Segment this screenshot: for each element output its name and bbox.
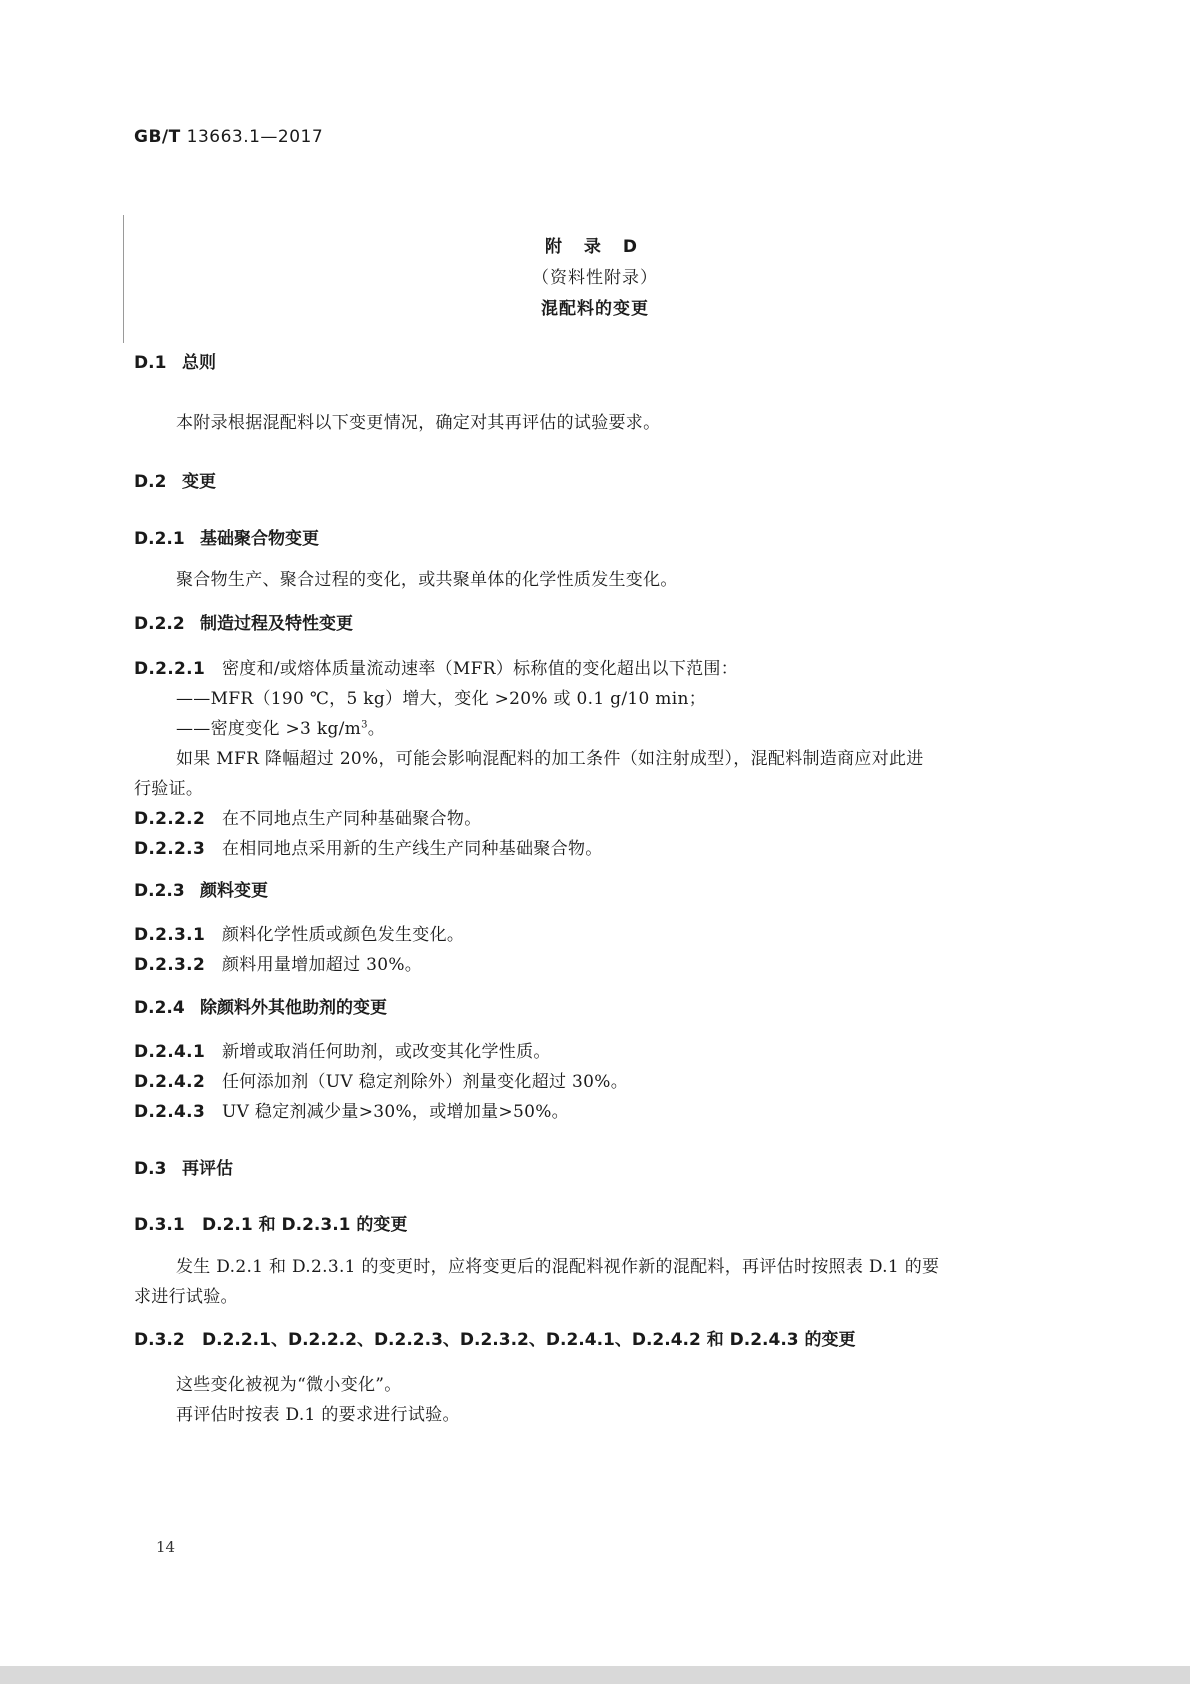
paragraph-d32-line1: 这些变化被视为“微小变化”。 xyxy=(176,1375,402,1395)
section-heading-d31 xyxy=(134,1210,407,1235)
section-number: D.2.2 xyxy=(134,614,185,634)
dash-item-density xyxy=(176,714,385,739)
dash-item-mfr: ——MFR（190 ℃，5 kg）增大，变化 >20% 或 0.1 g/10 min； xyxy=(176,689,707,709)
section-heading-d21 xyxy=(134,524,319,549)
item-number: D.2.4.2 xyxy=(134,1072,206,1092)
dash-item-text: ——密度变化 >3 kg/m xyxy=(176,719,362,739)
page-number: 14 xyxy=(156,1538,176,1556)
paragraph-mfr-note-line1: 如果 MFR 降幅超过 20%，可能会影响混配料的加工条件（如注射成型），混配料制造商应对此进 xyxy=(176,749,924,769)
annex-type: （资料性附录） xyxy=(532,268,658,288)
item-d243 xyxy=(134,1097,569,1122)
bottom-band xyxy=(0,1666,1190,1684)
item-number: D.2.3.1 xyxy=(134,925,206,945)
section-number: D.2.4 xyxy=(134,998,185,1018)
section-heading-d24 xyxy=(134,993,387,1018)
item-text: 密度和/或熔体质量流动速率（MFR）标称值的变化超出以下范围： xyxy=(222,659,739,679)
item-d221 xyxy=(134,654,738,679)
section-title: 颜料变更 xyxy=(200,881,268,901)
item-number: D.2.2.1 xyxy=(134,659,206,679)
item-d222 xyxy=(134,804,482,829)
section-title: D.2.1 和 D.2.3.1 的变更 xyxy=(202,1215,408,1235)
standard-prefix: GB/T xyxy=(134,127,181,147)
item-d241 xyxy=(134,1037,551,1062)
section-number: D.2 xyxy=(134,472,167,492)
section-title: 总则 xyxy=(182,353,216,373)
section-number: D.3.2 xyxy=(134,1330,185,1350)
section-heading-d32 xyxy=(134,1325,856,1350)
section-number: D.3.1 xyxy=(134,1215,185,1235)
item-d223 xyxy=(134,834,603,859)
item-text: 新增或取消任何助剂，或改变其化学性质。 xyxy=(222,1042,551,1062)
standard-number: 13663.1—2017 xyxy=(186,127,324,147)
item-text: 在相同地点采用新的生产线生产同种基础聚合物。 xyxy=(222,839,603,859)
superscript: 3 xyxy=(361,719,368,731)
item-number: D.2.3.2 xyxy=(134,955,206,975)
item-text: 在不同地点生产同种基础聚合物。 xyxy=(222,809,482,829)
section-heading-d3 xyxy=(134,1154,233,1179)
section-number: D.1 xyxy=(134,353,167,373)
item-number: D.2.2.2 xyxy=(134,809,206,829)
paragraph-mfr-note-line2: 行验证。 xyxy=(134,779,204,799)
section-title: 变更 xyxy=(182,472,216,492)
section-number: D.2.1 xyxy=(134,529,185,549)
item-d232 xyxy=(134,950,422,975)
item-text: UV 稳定剂减少量>30%，或增加量>50%。 xyxy=(222,1102,569,1122)
paragraph-d1: 本附录根据混配料以下变更情况，确定对其再评估的试验要求。 xyxy=(176,413,661,433)
section-heading-d2 xyxy=(134,467,216,492)
standard-code xyxy=(134,127,323,147)
section-title: 制造过程及特性变更 xyxy=(200,614,353,634)
item-d231 xyxy=(134,920,464,945)
section-number: D.2.3 xyxy=(134,881,185,901)
annex-name: 混配料的变更 xyxy=(541,299,649,319)
paragraph-d31-line2: 求进行试验。 xyxy=(134,1287,238,1307)
section-heading-d22 xyxy=(134,609,353,634)
item-text: 颜料化学性质或颜色发生变化。 xyxy=(222,925,465,945)
item-number: D.2.4.1 xyxy=(134,1042,206,1062)
paragraph-d31-line1: 发生 D.2.1 和 D.2.3.1 的变更时，应将变更后的混配料视作新的混配料，再评估时按照表 D.1 的要 xyxy=(176,1257,940,1277)
item-number: D.2.2.3 xyxy=(134,839,206,859)
item-text: 任何添加剂（UV 稳定剂除外）剂量变化超过 30%。 xyxy=(222,1072,628,1092)
item-d242 xyxy=(134,1067,628,1092)
dash-item-end: 。 xyxy=(367,719,386,739)
section-heading-d1 xyxy=(134,348,216,373)
paragraph-d21: 聚合物生产、聚合过程的变化，或共聚单体的化学性质发生变化。 xyxy=(176,570,678,590)
section-title: 再评估 xyxy=(182,1159,233,1179)
section-title: D.2.2.1、D.2.2.2、D.2.2.3、D.2.3.2、D.2.4.1、D.2.4.2 和 D.2.4.3 的变更 xyxy=(202,1330,856,1350)
section-title: 除颜料外其他助剂的变更 xyxy=(200,998,387,1018)
section-title: 基础聚合物变更 xyxy=(200,529,319,549)
paragraph-d32-line2: 再评估时按表 D.1 的要求进行试验。 xyxy=(176,1405,460,1425)
annex-title: 附 录 D xyxy=(545,237,645,257)
section-heading-d23 xyxy=(134,876,268,901)
item-number: D.2.4.3 xyxy=(134,1102,206,1122)
section-number: D.3 xyxy=(134,1159,167,1179)
item-text: 颜料用量增加超过 30%。 xyxy=(222,955,423,975)
